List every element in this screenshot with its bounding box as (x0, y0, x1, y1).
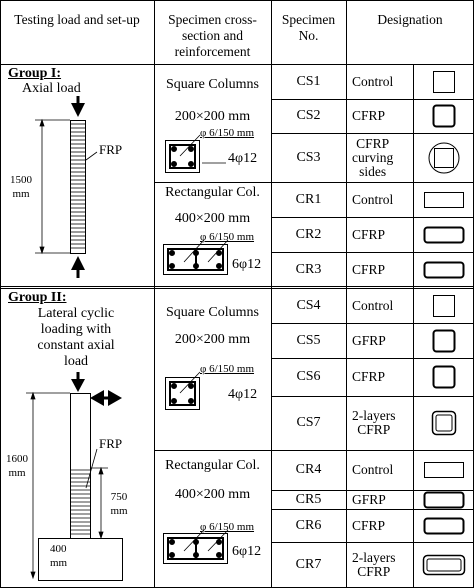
rect-rounded-icon (414, 215, 474, 255)
specimen-id: CR3 (295, 262, 322, 277)
group1-title: Group I: (8, 66, 62, 81)
rect-section-drawing (164, 240, 229, 275)
square-section-drawing (166, 135, 227, 173)
group2-height-label: 1600 mm (6, 453, 28, 479)
specimen-id: CS2 (296, 108, 321, 123)
section-main-bars: 4φ12 (228, 151, 258, 166)
specimen-id: CR7 (295, 557, 322, 572)
header-section-line-2: section and (181, 28, 244, 43)
section-main-bars: 6φ12 (232, 257, 262, 272)
rect-section-drawing (164, 530, 229, 564)
specimen-id: CR2 (295, 226, 322, 242)
group2-load-label: Lateral cyclic loading with constant axial load (37, 306, 115, 369)
specimen-id: CS3 (296, 149, 321, 165)
specimen-id: CS4 (296, 297, 321, 313)
section-stirrup: φ 6/150 mm (200, 521, 255, 533)
specimen-id: CR5 (295, 491, 322, 507)
specimen-id: CR6 (295, 517, 322, 533)
section-dims: 200×200 mm (174, 332, 251, 347)
header-setup: Testing load and set-up (14, 12, 140, 27)
section-stirrup: φ 6/150 mm (200, 363, 255, 375)
specimen-id: CS7 (296, 415, 321, 430)
rect-double-icon (414, 545, 474, 585)
specimen-id: CS5 (296, 332, 321, 348)
header-specimen-line-1: Specimen (281, 12, 336, 27)
section-dims: 400×200 mm (174, 487, 251, 502)
group2-title: Group II: (8, 290, 67, 305)
group1-frp-label: FRP (99, 142, 123, 157)
group2-frp-label: FRP (99, 436, 123, 451)
section-dims: 200×200 mm (174, 109, 251, 124)
designation-label: CFRP (352, 108, 386, 123)
section-title: Rectangular Col. (165, 458, 260, 473)
header-section-line-1: Specimen cross- (168, 12, 257, 27)
specimen-id: CR4 (295, 462, 322, 477)
designation-label: GFRP (352, 491, 386, 507)
section-title: Square Columns (166, 305, 259, 320)
section-title: Square Columns (166, 77, 259, 92)
rect-icon (414, 180, 474, 220)
designation-label: Control (352, 462, 394, 477)
section-stirrup: φ 6/150 mm (200, 127, 255, 139)
square-section-drawing (166, 372, 201, 410)
square-icon (414, 286, 474, 326)
designation-label: 2-layers CFRP (352, 408, 396, 437)
section-dims: 400×200 mm (174, 211, 251, 226)
header-designation: Designation (377, 12, 443, 27)
specimen-id: CS6 (296, 369, 321, 384)
designation-label: Control (352, 73, 394, 89)
designation-label: CFRP (352, 226, 386, 242)
designation-label: GFRP (352, 332, 386, 348)
group1-load-label: Axial load (22, 81, 81, 96)
circle-square-icon (414, 138, 474, 178)
designation-label: CFRP curving sides (352, 135, 394, 179)
section-stirrup: φ 6/150 mm (200, 231, 255, 243)
square-double-icon (414, 403, 474, 443)
section-title: Rectangular Col. (165, 185, 260, 200)
group2-frp-height-label: 750 mm (110, 491, 128, 517)
group1-height-label: 1500 mm (10, 174, 32, 200)
section-main-bars: 4φ12 (228, 387, 258, 402)
designation-label: 2-layers CFRP (352, 550, 396, 579)
square-rounded-icon (414, 357, 474, 397)
designation-label: Control (352, 297, 394, 313)
header-specimen-line-2: No. (298, 28, 319, 43)
designation-label: Control (352, 191, 394, 207)
designation-label: CFRP (352, 262, 386, 277)
rect-rounded-icon (414, 506, 474, 546)
specimen-id: CR1 (295, 191, 322, 207)
specimen-id: CS1 (296, 73, 321, 89)
square-rounded-icon (414, 96, 474, 136)
designation-label: CFRP (352, 369, 386, 384)
designation-label: CFRP (352, 517, 386, 533)
group2-base-height-label: 400 mm (50, 543, 68, 569)
header-section-line-3: reinforcement (174, 44, 251, 59)
rect-rounded-icon (414, 250, 474, 290)
square-rounded-icon (414, 321, 474, 361)
section-main-bars: 6φ12 (232, 544, 262, 559)
